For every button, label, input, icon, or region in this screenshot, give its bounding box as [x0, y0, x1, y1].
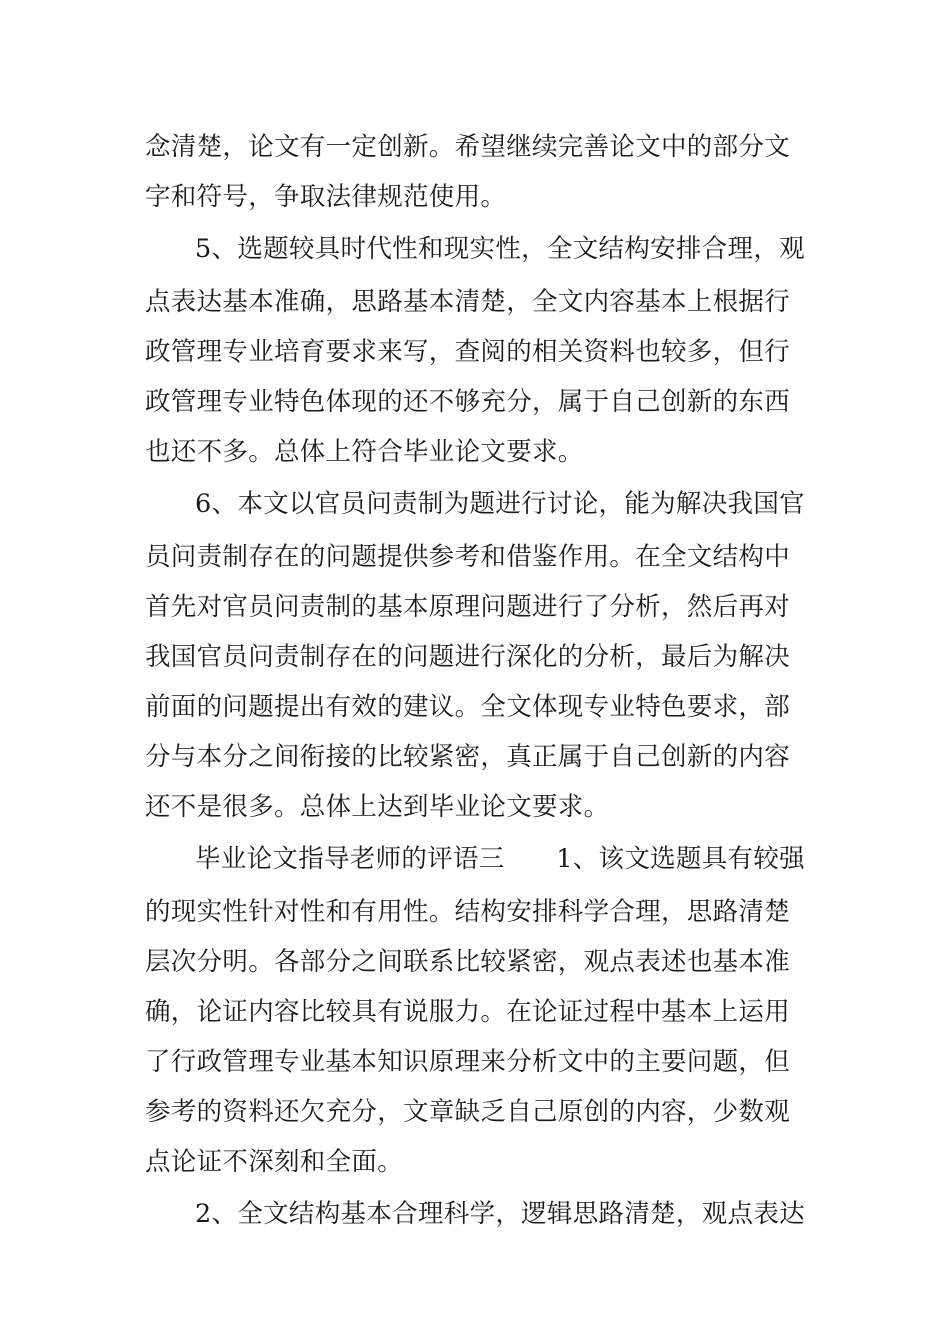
paragraph-start-line: 2、全文结构基本合理科学，逻辑思路清楚，观点表达 — [195, 1199, 805, 1229]
text-line: 前面的问题提出有效的建议。全文体现专业特色要求，部 — [145, 692, 791, 722]
text-line: 员问责制存在的问题提供参考和借鉴作用。在全文结构中 — [145, 542, 791, 572]
text-line: 政管理专业特色体现的还不够充分，属于自己创新的东西 — [145, 387, 791, 417]
section-heading-line: 毕业论文指导老师的评语三 1、该文选题具有较强 — [195, 844, 805, 874]
text-line: 我国官员问责制存在的问题进行深化的分析，最后为解决 — [145, 642, 791, 672]
text-line: 还不是很多。总体上达到毕业论文要求。 — [145, 792, 610, 822]
text-line: 参考的资料还欠充分，文章缺乏自己原创的内容，少数观 — [145, 1097, 791, 1127]
text-line: 点论证不深刻和全面。 — [145, 1147, 404, 1177]
text-line: 也还不多。总体上符合毕业论文要求。 — [145, 437, 584, 467]
text-line: 了行政管理专业基本知识原理来分析文中的主要问题，但 — [145, 1047, 791, 1077]
text-line: 的现实性针对性和有用性。结构安排科学合理，思路清楚 — [145, 897, 791, 927]
text-line: 层次分明。各部分之间联系比较紧密，观点表述也基本准 — [145, 947, 791, 977]
text-line: 确，论证内容比较具有说服力。在论证过程中基本上运用 — [145, 997, 791, 1027]
document-body — [145, 122, 810, 1242]
text-line: 政管理专业培育要求来写，查阅的相关资料也较多，但行 — [145, 337, 791, 367]
text-line: 念清楚，论文有一定创新。希望继续完善论文中的部分文 — [145, 132, 791, 162]
text-line: 字和符号，争取法律规范使用。 — [145, 182, 507, 212]
text-line: 点表达基本准确，思路基本清楚，全文内容基本上根据行 — [145, 287, 791, 317]
text-line: 分与本分之间衔接的比较紧密，真正属于自己创新的内容 — [145, 742, 791, 772]
text-line: 首先对官员问责制的基本原理问题进行了分析，然后再对 — [145, 592, 791, 622]
paragraph-start-line: 6、本文以官员问责制为题进行讨论，能为解决我国官 — [195, 489, 805, 519]
paragraph-start-line: 5、选题较具时代性和现实性，全文结构安排合理，观 — [195, 234, 805, 264]
